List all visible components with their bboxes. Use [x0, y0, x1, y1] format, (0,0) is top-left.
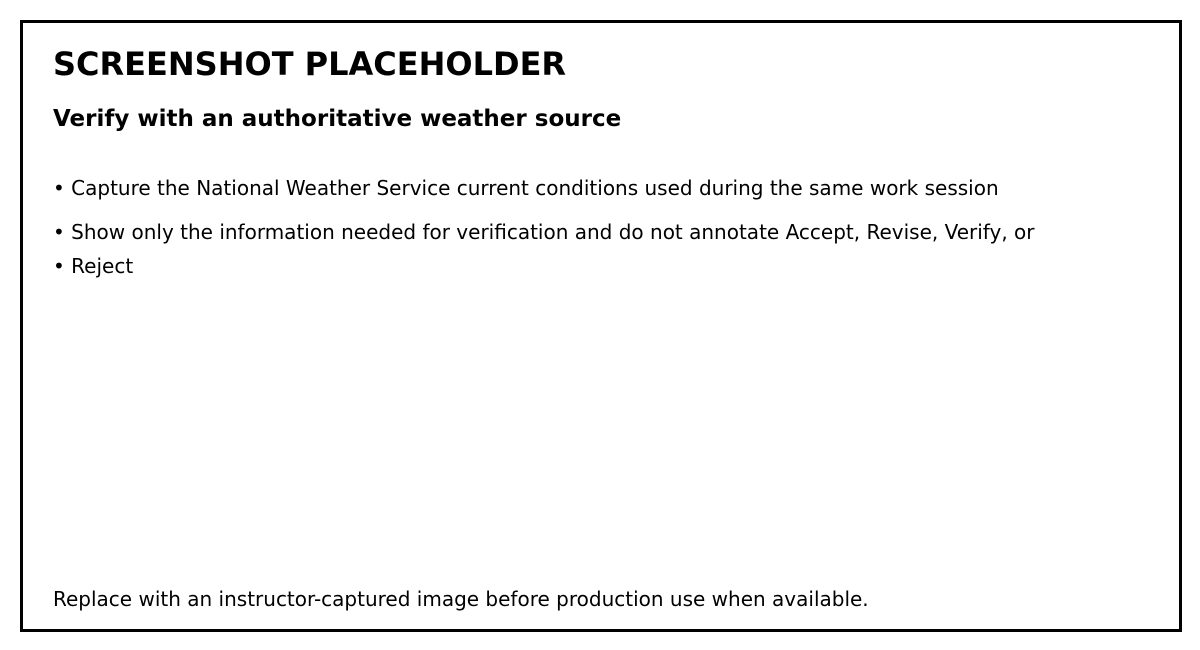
placeholder-title: SCREENSHOT PLACEHOLDER	[53, 45, 567, 83]
screenshot-placeholder-frame	[20, 20, 1182, 632]
placeholder-footer-note: Replace with an instructor-captured image before production use when available.	[53, 587, 869, 611]
instruction-list	[53, 171, 1035, 283]
list-item: • Capture the National Weather Service current conditions used during the same work session	[53, 176, 999, 200]
list-item: • Reject	[53, 254, 134, 278]
list-item: • Show only the information needed for verification and do not annotate Accept, Revise, Verify, or	[53, 220, 1035, 244]
placeholder-subtitle: Verify with an authoritative weather source	[53, 106, 622, 132]
